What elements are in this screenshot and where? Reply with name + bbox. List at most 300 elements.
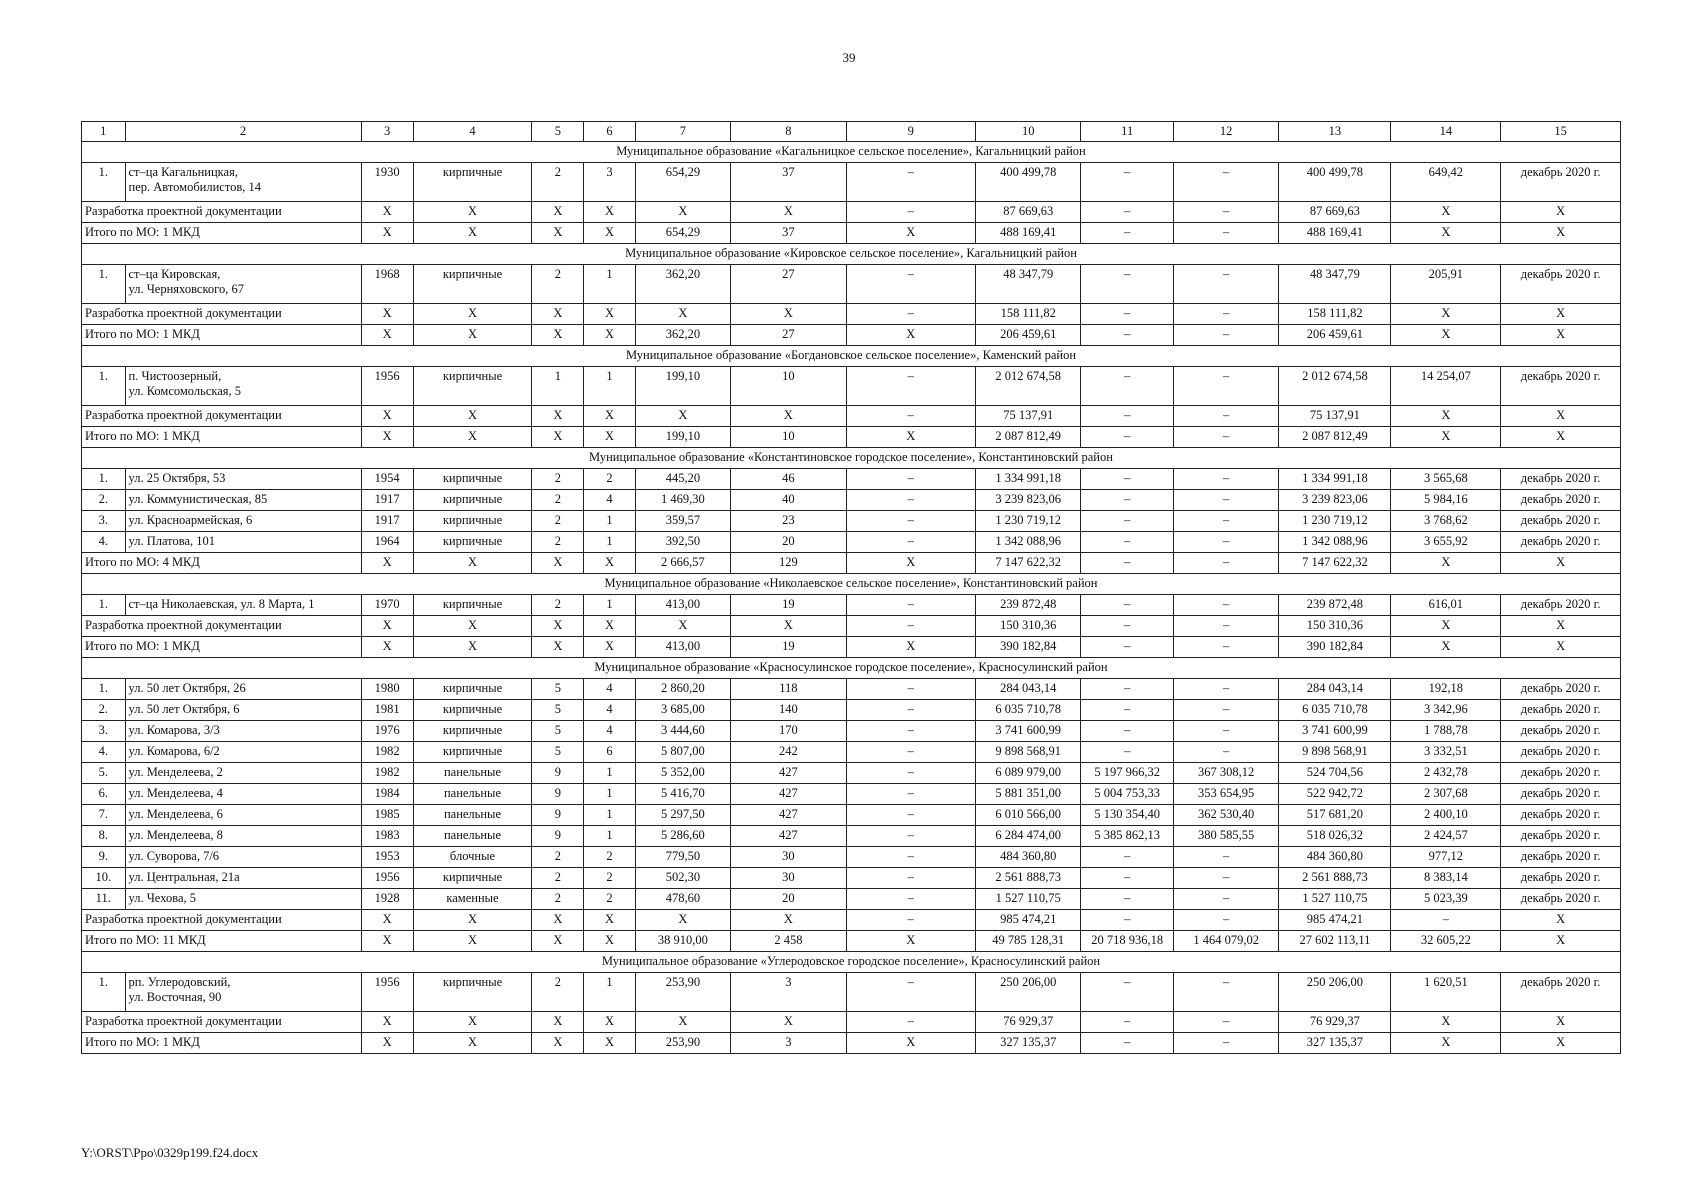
table-cell: 1928 [361, 889, 413, 910]
table-cell: 253,90 [635, 1033, 731, 1054]
table-cell: 616,01 [1391, 595, 1501, 616]
table-cell: – [1081, 490, 1173, 511]
column-number-header-row [82, 122, 1621, 142]
table-cell: 10 [731, 427, 846, 448]
table-cell: 3 444,60 [635, 721, 731, 742]
table-cell: – [1173, 532, 1279, 553]
table-cell: 27 [731, 265, 846, 304]
table-cell: – [1173, 202, 1279, 223]
table-cell: 2 [584, 889, 635, 910]
table-cell: – [1081, 202, 1173, 223]
row-number: 1. [82, 265, 126, 304]
table-cell: 284 043,14 [1279, 679, 1391, 700]
table-cell: – [846, 490, 975, 511]
table-cell: 2 [584, 469, 635, 490]
table-cell: Х [584, 931, 635, 952]
table-cell: – [846, 847, 975, 868]
table-cell: 8 383,14 [1391, 868, 1501, 889]
table-cell: Х [361, 910, 413, 931]
building-row [82, 490, 1621, 511]
table-cell: декабрь 2020 г. [1501, 826, 1621, 847]
table-cell: 2 [532, 490, 584, 511]
table-cell: Х [1501, 553, 1621, 574]
municipality-header-row [82, 142, 1621, 163]
table-cell: – [1173, 469, 1279, 490]
table-cell: Х [1391, 223, 1501, 244]
table-cell: декабрь 2020 г. [1501, 679, 1621, 700]
table-cell: декабрь 2020 г. [1501, 490, 1621, 511]
table-cell: Х [1391, 616, 1501, 637]
table-cell: 3 [584, 163, 635, 202]
row-number: 4. [82, 742, 126, 763]
table-cell: 2 666,57 [635, 553, 731, 574]
row-number: 3. [82, 511, 126, 532]
table-cell: 2 [584, 847, 635, 868]
table-cell: Х [1391, 553, 1501, 574]
table-cell: 484 360,80 [975, 847, 1081, 868]
table-cell: Х [361, 223, 413, 244]
table-cell: Х [584, 223, 635, 244]
table-cell: Х [1391, 637, 1501, 658]
table-cell: Х [1501, 616, 1621, 637]
table-cell: 1 [584, 595, 635, 616]
table-cell: 478,60 [635, 889, 731, 910]
building-row [82, 973, 1621, 1012]
table-cell: – [1173, 742, 1279, 763]
table-cell: Х [1391, 1012, 1501, 1033]
table-cell: Х [413, 553, 532, 574]
table-cell: 2 561 888,73 [975, 868, 1081, 889]
municipality-header-row [82, 448, 1621, 469]
summary-row [82, 406, 1621, 427]
building-row [82, 826, 1621, 847]
table-cell: – [1081, 742, 1173, 763]
table-cell: Х [1391, 325, 1501, 346]
building-row [82, 889, 1621, 910]
table-cell: 87 669,63 [975, 202, 1081, 223]
table-cell: Х [584, 202, 635, 223]
table-cell: 37 [731, 163, 846, 202]
row-number: 11. [82, 889, 126, 910]
table-cell: панельные [413, 784, 532, 805]
table-cell: 5 286,60 [635, 826, 731, 847]
summary-label: Итого по МО: 1 МКД [82, 637, 362, 658]
table-cell: 1968 [361, 265, 413, 304]
summary-row [82, 931, 1621, 952]
table-cell: 250 206,00 [1279, 973, 1391, 1012]
table-cell: – [1173, 553, 1279, 574]
table-cell: 353 654,95 [1173, 784, 1279, 805]
row-number: 2. [82, 700, 126, 721]
table-cell: Х [1391, 202, 1501, 223]
building-address: рп. Углеродовский, ул. Восточная, 90 [125, 973, 361, 1012]
table-cell: 4 [584, 679, 635, 700]
table-cell: 3 768,62 [1391, 511, 1501, 532]
file-path-footer: Y:\ORST\Ppo\0329p199.f24.docx [81, 1145, 259, 1160]
table-cell: Х [846, 553, 975, 574]
table-cell: Х [1501, 1033, 1621, 1054]
table-cell: 522 942,72 [1279, 784, 1391, 805]
building-address: ул. Комарова, 6/2 [125, 742, 361, 763]
table-cell: 206 459,61 [1279, 325, 1391, 346]
table-cell: 2 [584, 868, 635, 889]
table-cell: 6 [584, 742, 635, 763]
table-cell: декабрь 2020 г. [1501, 973, 1621, 1012]
table-cell: 327 135,37 [975, 1033, 1081, 1054]
table-cell: 2 [532, 163, 584, 202]
table-cell: – [1081, 406, 1173, 427]
table-cell: 1983 [361, 826, 413, 847]
summary-label: Разработка проектной документации [82, 1012, 362, 1033]
table-cell: 1930 [361, 163, 413, 202]
table-cell: Х [413, 910, 532, 931]
row-number: 10. [82, 868, 126, 889]
table-cell: блочные [413, 847, 532, 868]
table-cell: 9 898 568,91 [975, 742, 1081, 763]
table-cell: 5 023,39 [1391, 889, 1501, 910]
table-cell: 2 [532, 469, 584, 490]
municipality-header-row [82, 658, 1621, 679]
table-cell: 7 147 622,32 [1279, 553, 1391, 574]
table-cell: 87 669,63 [1279, 202, 1391, 223]
table-cell: 2 860,20 [635, 679, 731, 700]
table-cell: Х [361, 931, 413, 952]
table-cell: декабрь 2020 г. [1501, 721, 1621, 742]
summary-row [82, 910, 1621, 931]
table-cell: 9 [532, 784, 584, 805]
table-body [82, 122, 1621, 1054]
table-cell: 14 254,07 [1391, 367, 1501, 406]
table-cell: – [1173, 163, 1279, 202]
table-cell: – [846, 406, 975, 427]
table-cell: 2 087 812,49 [975, 427, 1081, 448]
table-cell: Х [532, 1033, 584, 1054]
table-cell: – [1173, 1012, 1279, 1033]
table-cell: 1953 [361, 847, 413, 868]
table-cell: – [1173, 889, 1279, 910]
summary-label: Разработка проектной документации [82, 202, 362, 223]
building-row [82, 847, 1621, 868]
table-cell: Х [532, 223, 584, 244]
table-cell: 488 169,41 [1279, 223, 1391, 244]
table-cell: – [1173, 973, 1279, 1012]
building-address: ул. Менделеева, 4 [125, 784, 361, 805]
table-cell: 327 135,37 [1279, 1033, 1391, 1054]
table-cell: 2 [532, 868, 584, 889]
table-cell: 3 741 600,99 [975, 721, 1081, 742]
table-cell: – [1173, 265, 1279, 304]
table-cell: – [1173, 721, 1279, 742]
column-header-cell: 7 [635, 122, 731, 142]
table-cell: – [1173, 406, 1279, 427]
table-cell: 1956 [361, 868, 413, 889]
table-cell: 1970 [361, 595, 413, 616]
table-cell: 1981 [361, 700, 413, 721]
building-row [82, 700, 1621, 721]
table-cell: 1956 [361, 973, 413, 1012]
table-cell: 1 464 079,02 [1173, 931, 1279, 952]
table-cell: 2 424,57 [1391, 826, 1501, 847]
table-cell: Х [532, 406, 584, 427]
table-cell: 427 [731, 784, 846, 805]
column-header-cell: 2 [125, 122, 361, 142]
table-cell: – [846, 367, 975, 406]
table-cell: 5 [532, 742, 584, 763]
table-cell: Х [361, 406, 413, 427]
table-cell: 518 026,32 [1279, 826, 1391, 847]
table-cell: 2 [532, 889, 584, 910]
table-cell: 76 929,37 [1279, 1012, 1391, 1033]
table-cell: кирпичные [413, 973, 532, 1012]
table-cell: – [846, 265, 975, 304]
table-cell: кирпичные [413, 532, 532, 553]
table-cell: 2 012 674,58 [975, 367, 1081, 406]
table-cell: 977,12 [1391, 847, 1501, 868]
table-cell: 5 130 354,40 [1081, 805, 1173, 826]
table-cell: 3 741 600,99 [1279, 721, 1391, 742]
table-cell: Х [635, 616, 731, 637]
table-cell: 1 230 719,12 [1279, 511, 1391, 532]
row-number: 8. [82, 826, 126, 847]
table-cell: декабрь 2020 г. [1501, 265, 1621, 304]
building-address: ул. Платова, 101 [125, 532, 361, 553]
table-cell: 517 681,20 [1279, 805, 1391, 826]
table-cell: 5 807,00 [635, 742, 731, 763]
table-cell: 2 561 888,73 [1279, 868, 1391, 889]
table-cell: кирпичные [413, 469, 532, 490]
table-cell: 380 585,55 [1173, 826, 1279, 847]
table-cell: 5 197 966,32 [1081, 763, 1173, 784]
table-cell: – [846, 784, 975, 805]
municipality-header-row [82, 574, 1621, 595]
table-cell: 985 474,21 [975, 910, 1081, 931]
table-cell: декабрь 2020 г. [1501, 469, 1621, 490]
table-cell: 2 [532, 595, 584, 616]
table-cell: 150 310,36 [975, 616, 1081, 637]
table-cell: – [846, 700, 975, 721]
table-cell: Х [635, 406, 731, 427]
table-cell: Х [584, 637, 635, 658]
table-cell: декабрь 2020 г. [1501, 595, 1621, 616]
table-cell: 76 929,37 [975, 1012, 1081, 1033]
table-cell: – [1173, 511, 1279, 532]
table-cell: Х [1501, 1012, 1621, 1033]
table-cell: Х [846, 637, 975, 658]
table-cell: 1 788,78 [1391, 721, 1501, 742]
table-cell: Х [584, 553, 635, 574]
table-cell: 5 [532, 679, 584, 700]
table-cell: Х [584, 406, 635, 427]
municipality-title: Муниципальное образование «Константиновское городское поселение», Константиновский район [82, 448, 1621, 469]
table-cell: Х [1501, 637, 1621, 658]
municipality-title: Муниципальное образование «Кагальницкое сельское поселение», Кагальницкий район [82, 142, 1621, 163]
table-cell: 5 385 862,13 [1081, 826, 1173, 847]
table-cell: Х [584, 427, 635, 448]
table-cell: Х [361, 427, 413, 448]
table-cell: – [846, 595, 975, 616]
column-header-cell: 3 [361, 122, 413, 142]
table-cell: 1 [584, 367, 635, 406]
table-cell: – [1081, 700, 1173, 721]
summary-row [82, 223, 1621, 244]
table-cell: кирпичные [413, 595, 532, 616]
table-cell: декабрь 2020 г. [1501, 163, 1621, 202]
column-header-cell: 6 [584, 122, 635, 142]
table-cell: 23 [731, 511, 846, 532]
table-cell: Х [1501, 304, 1621, 325]
building-row [82, 163, 1621, 202]
row-number: 3. [82, 721, 126, 742]
table-cell: 649,42 [1391, 163, 1501, 202]
table-cell: 779,50 [635, 847, 731, 868]
row-number: 1. [82, 163, 126, 202]
column-header-cell: 13 [1279, 122, 1391, 142]
table-cell: 20 [731, 532, 846, 553]
table-cell: Х [361, 202, 413, 223]
column-header-cell: 9 [846, 122, 975, 142]
table-cell: 6 035 710,78 [1279, 700, 1391, 721]
table-cell: 1 230 719,12 [975, 511, 1081, 532]
table-cell: Х [413, 637, 532, 658]
summary-row [82, 325, 1621, 346]
building-address: ул. Менделеева, 2 [125, 763, 361, 784]
table-cell: 2 087 812,49 [1279, 427, 1391, 448]
table-cell: 1 [532, 367, 584, 406]
row-number: 1. [82, 595, 126, 616]
table-cell: Х [846, 427, 975, 448]
table-cell: 2 [532, 511, 584, 532]
table-cell: Х [361, 553, 413, 574]
table-cell: – [846, 679, 975, 700]
building-row [82, 469, 1621, 490]
table-cell: 390 182,84 [975, 637, 1081, 658]
table-cell: Х [584, 910, 635, 931]
table-cell: 5 [532, 721, 584, 742]
table-cell: – [1173, 325, 1279, 346]
table-cell: – [1081, 679, 1173, 700]
table-cell: 4 [584, 700, 635, 721]
table-cell: – [846, 1012, 975, 1033]
table-cell: – [1173, 595, 1279, 616]
table-cell: 19 [731, 637, 846, 658]
table-cell: 242 [731, 742, 846, 763]
table-cell: Х [731, 1012, 846, 1033]
table-cell: 367 308,12 [1173, 763, 1279, 784]
table-cell: 206 459,61 [975, 325, 1081, 346]
summary-row [82, 427, 1621, 448]
column-header-cell: 11 [1081, 122, 1173, 142]
table-cell: 524 704,56 [1279, 763, 1391, 784]
table-cell: 1956 [361, 367, 413, 406]
table-cell: Х [413, 202, 532, 223]
column-header-cell: 14 [1391, 122, 1501, 142]
table-cell: 46 [731, 469, 846, 490]
table-cell: декабрь 2020 г. [1501, 763, 1621, 784]
table-cell: 284 043,14 [975, 679, 1081, 700]
table-cell: Х [532, 637, 584, 658]
building-row [82, 265, 1621, 304]
table-cell: – [1173, 1033, 1279, 1054]
table-cell: Х [361, 325, 413, 346]
table-cell: Х [1501, 202, 1621, 223]
table-cell: 445,20 [635, 469, 731, 490]
table-cell: – [1173, 910, 1279, 931]
table-cell: Х [413, 427, 532, 448]
table-cell: 239 872,48 [1279, 595, 1391, 616]
table-cell: кирпичные [413, 742, 532, 763]
table-cell: – [1081, 367, 1173, 406]
table-cell: 1980 [361, 679, 413, 700]
table-cell: Х [413, 1012, 532, 1033]
table-cell: 1 342 088,96 [1279, 532, 1391, 553]
row-number: 2. [82, 490, 126, 511]
table-cell: Х [532, 931, 584, 952]
column-header-cell: 15 [1501, 122, 1621, 142]
summary-label: Итого по МО: 1 МКД [82, 325, 362, 346]
table-cell: Х [731, 202, 846, 223]
summary-row [82, 304, 1621, 325]
table-cell: кирпичные [413, 721, 532, 742]
table-cell: – [1081, 637, 1173, 658]
table-cell: 4 [584, 490, 635, 511]
table-cell: каменные [413, 889, 532, 910]
table-cell: 2 012 674,58 [1279, 367, 1391, 406]
table-cell: Х [846, 931, 975, 952]
summary-row [82, 616, 1621, 637]
municipality-header-row [82, 346, 1621, 367]
table-cell: – [1081, 847, 1173, 868]
table-cell: Х [731, 616, 846, 637]
building-row [82, 511, 1621, 532]
table-cell: 1976 [361, 721, 413, 742]
table-cell: 1 620,51 [1391, 973, 1501, 1012]
table-cell: – [1081, 511, 1173, 532]
table-cell: – [846, 805, 975, 826]
table-cell: 3 [731, 973, 846, 1012]
table-cell: 192,18 [1391, 679, 1501, 700]
summary-row [82, 637, 1621, 658]
table-cell: Х [532, 325, 584, 346]
repair-schedule-table [81, 121, 1621, 1054]
table-cell: – [1173, 490, 1279, 511]
table-cell: Х [361, 616, 413, 637]
table-cell: – [846, 763, 975, 784]
table-cell: 484 360,80 [1279, 847, 1391, 868]
table-cell: 1 [584, 826, 635, 847]
table-cell: кирпичные [413, 367, 532, 406]
table-cell: панельные [413, 763, 532, 784]
municipality-title: Муниципальное образование «Красносулинское городское поселение», Красносулинский район [82, 658, 1621, 679]
table-cell: 199,10 [635, 367, 731, 406]
table-cell: 985 474,21 [1279, 910, 1391, 931]
table-cell: 129 [731, 553, 846, 574]
table-cell: 390 182,84 [1279, 637, 1391, 658]
table-cell: 3 239 823,06 [1279, 490, 1391, 511]
table-cell: – [846, 532, 975, 553]
table-cell: 5 416,70 [635, 784, 731, 805]
table-cell: декабрь 2020 г. [1501, 889, 1621, 910]
table-cell: 1917 [361, 490, 413, 511]
table-cell: 1 [584, 763, 635, 784]
building-row [82, 721, 1621, 742]
table-cell: 150 310,36 [1279, 616, 1391, 637]
table-cell: 1 [584, 973, 635, 1012]
table-cell: 48 347,79 [975, 265, 1081, 304]
table-cell: 359,57 [635, 511, 731, 532]
table-cell: декабрь 2020 г. [1501, 847, 1621, 868]
table-cell: 32 605,22 [1391, 931, 1501, 952]
table-cell: 75 137,91 [1279, 406, 1391, 427]
